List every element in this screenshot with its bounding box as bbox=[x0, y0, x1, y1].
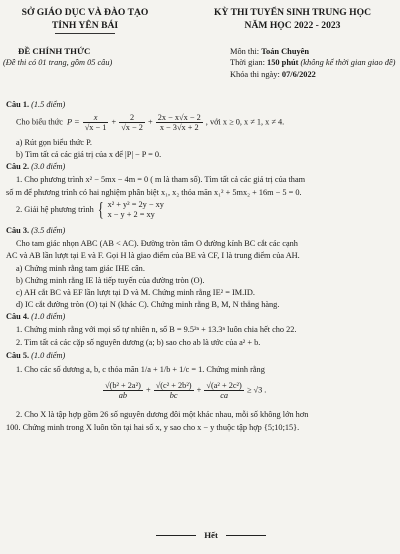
q4-title: Câu 4. bbox=[6, 312, 30, 321]
header-left bbox=[10, 6, 160, 34]
q1-heading bbox=[6, 100, 65, 109]
q4-points: (1.0 điểm) bbox=[31, 312, 66, 321]
q5-points: (1.0 điểm) bbox=[31, 351, 66, 360]
q2-points: (3.0 điểm) bbox=[31, 162, 66, 171]
q1-frac-1: $\frac{x}{√x - 1}$ bbox=[84, 113, 107, 132]
department-name: SỞ GIÁO DỤC VÀ ĐÀO TẠO bbox=[21, 7, 149, 18]
q1-part-a: a) Rút gọn biểu thức P. bbox=[16, 138, 92, 147]
q4-part-2: 2. Tìm tất cả các cặp số nguyên dương (a; b) sao cho ab là ước của a² + b. bbox=[16, 338, 261, 347]
q3-points: (3.5 điểm) bbox=[31, 226, 66, 235]
q1-intro: Cho biểu thức bbox=[16, 117, 63, 127]
q2-part-1-line2: số m để phương trình có hai nghiệm phân biệt x₁, x₂ thỏa mãn x₁² + 5mx₂ + 16m − 5 = 0. bbox=[6, 188, 302, 197]
q3-part-c: c) AH cắt BC và EF lần lượt tại D và M. Chứng minh rằng IE² = IM.ID. bbox=[16, 288, 255, 297]
q3-part-a: a) Chứng minh rằng tam giác IHE cân. bbox=[16, 264, 145, 273]
q5-frac-2: $\frac{\text{√(c² + 2b²)}}{bc}$ bbox=[155, 381, 192, 400]
province-name: TỈNH YÊN BÁI bbox=[51, 20, 119, 31]
end-dash-left bbox=[156, 535, 196, 536]
q5-part-2-line1: 2. Cho X là tập hợp gồm 26 số nguyên dương đôi một khác nhau, mỗi số không lớn hơn bbox=[16, 410, 309, 419]
q1-title: Câu 1. bbox=[6, 100, 30, 109]
q3-part-b: b) Chứng minh rằng IE là tiếp tuyến của đường tròn (O). bbox=[16, 276, 205, 285]
q3-part-d: d) IC cắt đường tròn (O) tại N (khác C). Chứng minh rằng B, M, N thẳng hàng. bbox=[16, 300, 280, 309]
time-value: 150 phút bbox=[267, 58, 299, 68]
time-label: Thời gian: bbox=[230, 58, 265, 68]
subject-label: Môn thi: bbox=[230, 47, 260, 56]
q5-frac-3: $\frac{\text{√(a² + 2c²)}}{ca}$ bbox=[206, 381, 242, 400]
time-note: (không kể thời gian giao đề) bbox=[300, 58, 396, 68]
q1-frac-3: $\frac{2x - x√x - 2}{x - 3√x + 2}$ bbox=[157, 113, 201, 132]
official-title: ĐỀ CHÍNH THỨC bbox=[18, 46, 91, 56]
q5-inequality-rhs: ≥ √3 . bbox=[246, 385, 267, 395]
q5-inequality: $\frac{\text{√(b² + 2a²)}}{ab}$ + $\frac{\text{√(c² + 2b²)}}{bc}$ + $\frac{\text{√(a² + 2c²)}}{ca}$ ≥ √3 . bbox=[105, 381, 267, 400]
q5-part-1: 1. Cho các số dương a, b, c thỏa mãn 1/a + 1/b + 1/c = 1. Chứng minh rằng bbox=[16, 365, 265, 374]
q3-heading bbox=[6, 226, 65, 235]
q3-title: Câu 3. bbox=[6, 226, 30, 235]
date-row bbox=[230, 69, 395, 80]
q1-part-b: b) Tìm tất cả các giá trị của x để |P| − P = 0. bbox=[16, 150, 162, 159]
equation-system bbox=[108, 200, 164, 220]
q3-line-1: Cho tam giác nhọn ABC (AB < AC). Đường tròn tâm O đường kính BC cắt các cạnh bbox=[16, 239, 298, 248]
exam-end bbox=[150, 530, 272, 540]
date-label: Khóa thi ngày: bbox=[230, 69, 280, 79]
q2-heading bbox=[6, 162, 65, 171]
header-left-rule bbox=[55, 33, 115, 34]
q1-condition: , với x ≥ 0, x ≠ 1, x ≠ 4. bbox=[205, 117, 285, 127]
q2-part-2-text: 2. Giải hệ phương trình bbox=[16, 204, 94, 214]
subject-row bbox=[230, 46, 395, 57]
q2-part-2 bbox=[6, 200, 164, 220]
exam-name: KỲ THI TUYỂN SINH TRUNG HỌC bbox=[214, 7, 371, 18]
q1-frac-2: $\frac{2}{√x - 2}$ bbox=[121, 113, 143, 132]
q5-part-2-line2: 100. Chứng minh trong X luôn tồn tại hai số x, y sao cho x − y thuộc tập hợp {5;10;15}. bbox=[6, 423, 300, 432]
q4-part-1: 1. Chứng minh rằng với mọi số tự nhiên n, số B = 9.5²ⁿ + 13.3ⁿ luôn chia hết cho 22. bbox=[16, 325, 297, 334]
q3-line-2: AC và AB lần lượt tại E và F. Gọi H là giao điểm của BE và CF, I là trung điểm của AH. bbox=[6, 251, 300, 260]
time-row bbox=[230, 57, 395, 68]
q2-title: Câu 2. bbox=[6, 162, 30, 171]
subject-value: Toán Chuyên bbox=[261, 47, 310, 56]
q4-heading bbox=[6, 312, 65, 321]
system-eq-1: x² + y² = 2y − xy bbox=[107, 200, 164, 209]
end-dash-right bbox=[226, 535, 266, 536]
end-text: Hết bbox=[204, 530, 218, 540]
q5-title: Câu 5. bbox=[6, 351, 30, 360]
system-eq-2: x − y + 2 = xy bbox=[107, 210, 155, 219]
school-year: NĂM HỌC 2022 - 2023 bbox=[244, 20, 341, 31]
q5-heading bbox=[6, 351, 65, 360]
q5-frac-1: $\frac{\text{√(b² + 2a²)}}{ab}$ bbox=[105, 381, 141, 400]
q1-points: (1.5 điểm) bbox=[31, 100, 66, 109]
q1-expression: Cho biểu thức P = $\frac{x}{√x - 1}$ + $\frac{2}{√x - 2}$ + $\frac{2x - x√x - 2}{x - 3√x + 2}$ , với x ≥ 0, x ≠ 1, x ≠ 4. bbox=[16, 113, 285, 132]
exam-meta bbox=[230, 46, 395, 80]
header-right bbox=[195, 6, 390, 32]
official-note: (Đề thi có 01 trang, gồm 05 câu) bbox=[3, 58, 113, 67]
date-value: 07/6/2022 bbox=[281, 69, 316, 79]
system-brace: { bbox=[97, 199, 104, 221]
q2-part-1-line1: 1. Cho phương trình x² − 5mx − 4m = 0 ( m là tham số). Tìm tất cả các giá trị của tham bbox=[16, 175, 306, 184]
